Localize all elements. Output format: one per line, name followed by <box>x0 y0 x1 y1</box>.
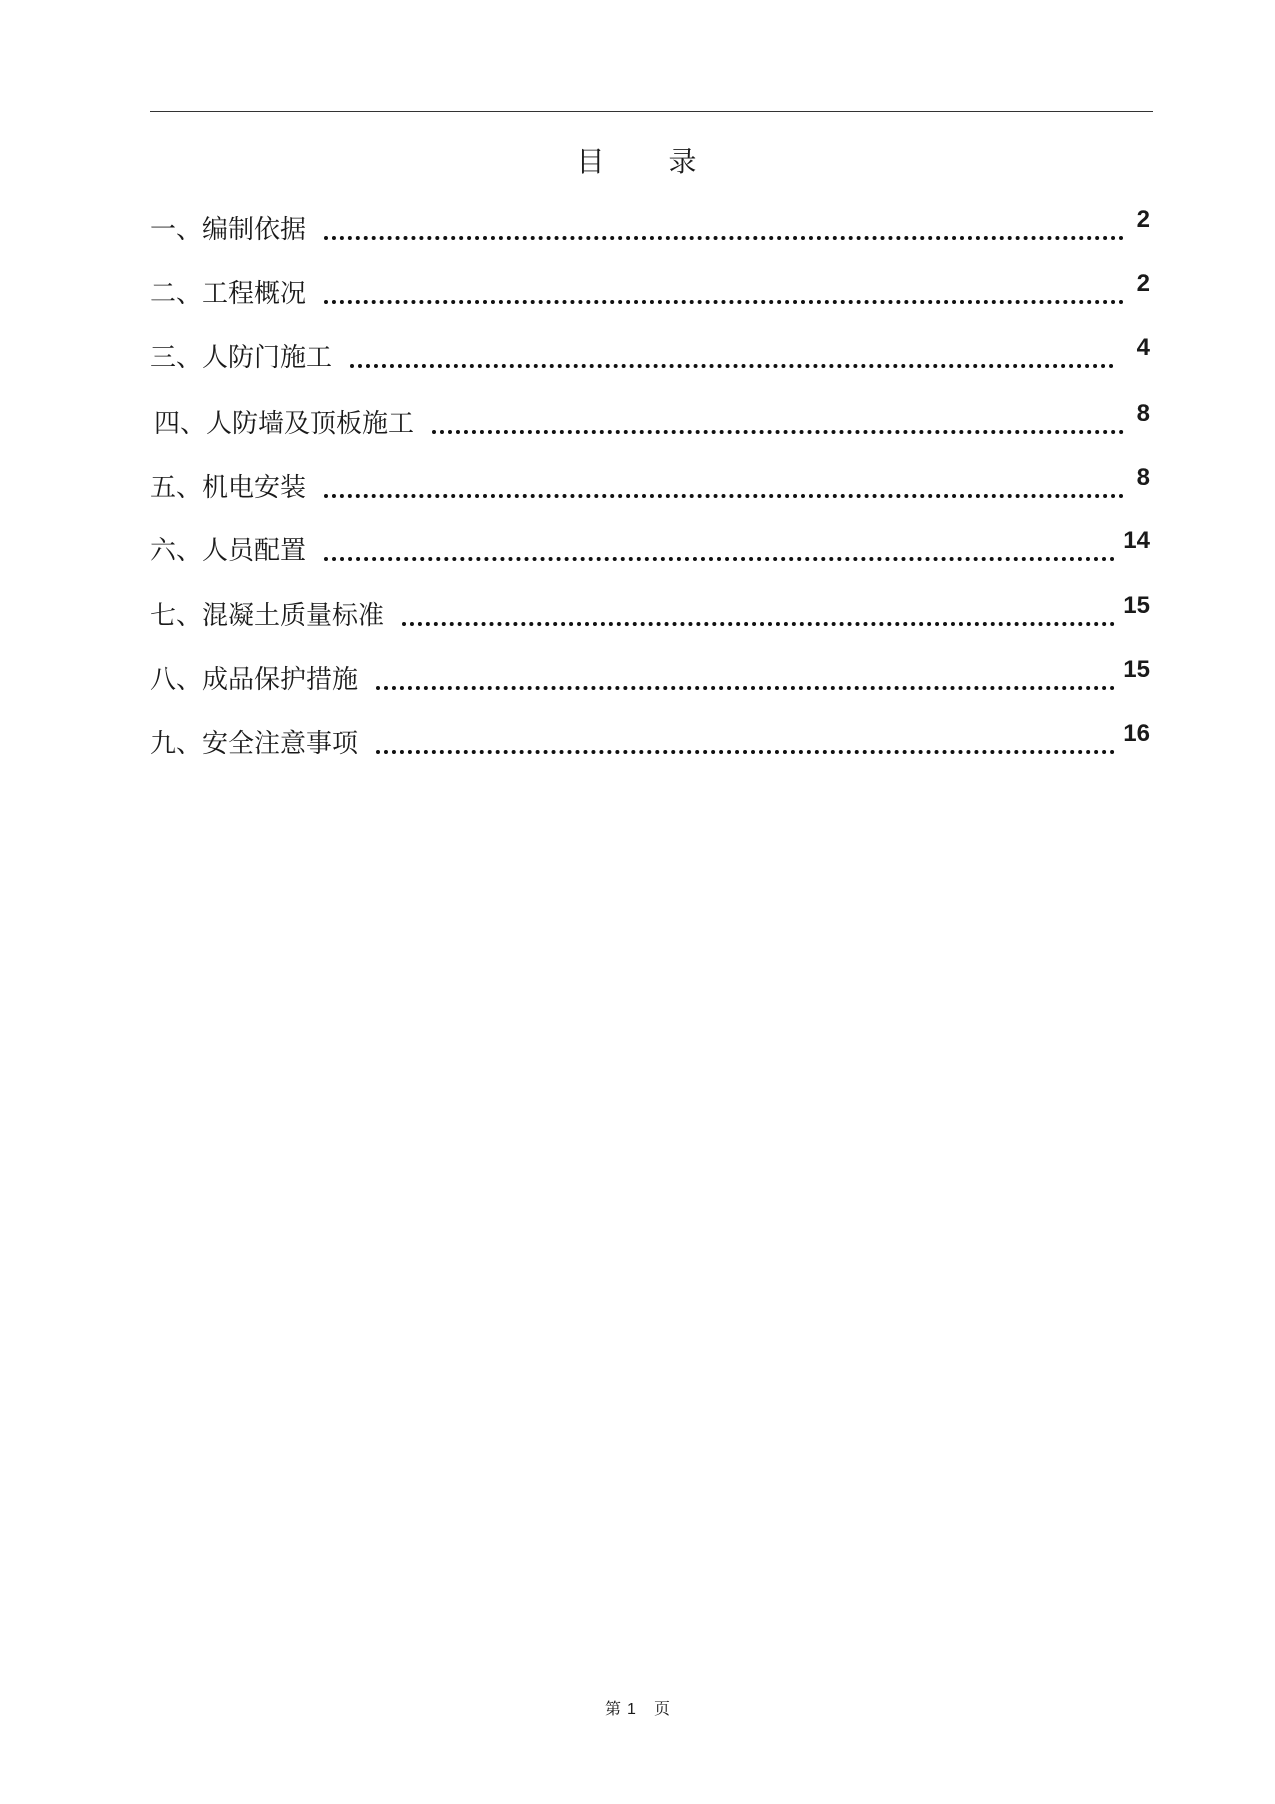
toc-entry-7[interactable] <box>150 592 1150 632</box>
toc-entry-page: 14 <box>1123 527 1150 554</box>
toc-entry-page: 2 <box>1136 270 1150 297</box>
toc-leader-dots <box>324 236 1124 240</box>
toc-entry-5[interactable] <box>150 464 1150 504</box>
toc-entry-label: 一、编制依据 <box>150 215 307 245</box>
toc-leader-dots <box>324 557 1115 561</box>
header-rule <box>150 111 1153 112</box>
toc-entry-label: 三、人防门施工 <box>150 343 333 373</box>
toc-entry-8[interactable] <box>150 656 1150 696</box>
toc-entry-3[interactable] <box>150 334 1150 374</box>
toc-leader-dots <box>324 494 1124 498</box>
toc-entry-label: 九、安全注意事项 <box>150 729 359 759</box>
title-char-1: 目 <box>576 145 607 178</box>
toc-leader-dots <box>402 622 1115 626</box>
toc-entry-label: 二、工程概况 <box>150 279 307 309</box>
page-number: 1 <box>627 1701 636 1718</box>
toc-leader-dots <box>376 686 1115 690</box>
toc-entry-page: 8 <box>1136 464 1150 491</box>
toc-entry-page: 2 <box>1136 206 1150 233</box>
toc-entry-label: 八、成品保护措施 <box>150 665 359 695</box>
toc-entry-label: 五、机电安装 <box>150 473 307 503</box>
toc-entry-label: 七、混凝土质量标准 <box>150 601 385 631</box>
toc-leader-dots <box>324 300 1124 304</box>
toc-entry-1[interactable] <box>150 206 1150 246</box>
toc-entry-page: 4 <box>1136 334 1150 361</box>
title-char-2: 录 <box>668 145 699 178</box>
footer-prefix: 第 <box>605 1699 622 1718</box>
page-footer <box>0 1696 1275 1719</box>
toc-entry-page: 15 <box>1123 592 1150 619</box>
toc-leader-dots <box>350 364 1114 368</box>
toc-entry-9[interactable] <box>150 720 1150 760</box>
toc-entry-6[interactable] <box>150 527 1150 567</box>
toc-entry-page: 16 <box>1123 720 1150 747</box>
toc-leader-dots <box>432 430 1124 434</box>
page-title <box>0 140 1275 180</box>
footer-suffix: 页 <box>653 1699 670 1718</box>
toc-entry-4[interactable] <box>150 400 1150 440</box>
toc-entry-page: 15 <box>1123 656 1150 683</box>
toc-leader-dots <box>376 750 1115 754</box>
toc-entry-2[interactable] <box>150 270 1150 310</box>
toc-entry-label: 六、人员配置 <box>150 536 307 566</box>
toc-entry-label: 四、人防墙及顶板施工 <box>154 409 415 439</box>
toc-entry-page: 8 <box>1136 400 1150 427</box>
